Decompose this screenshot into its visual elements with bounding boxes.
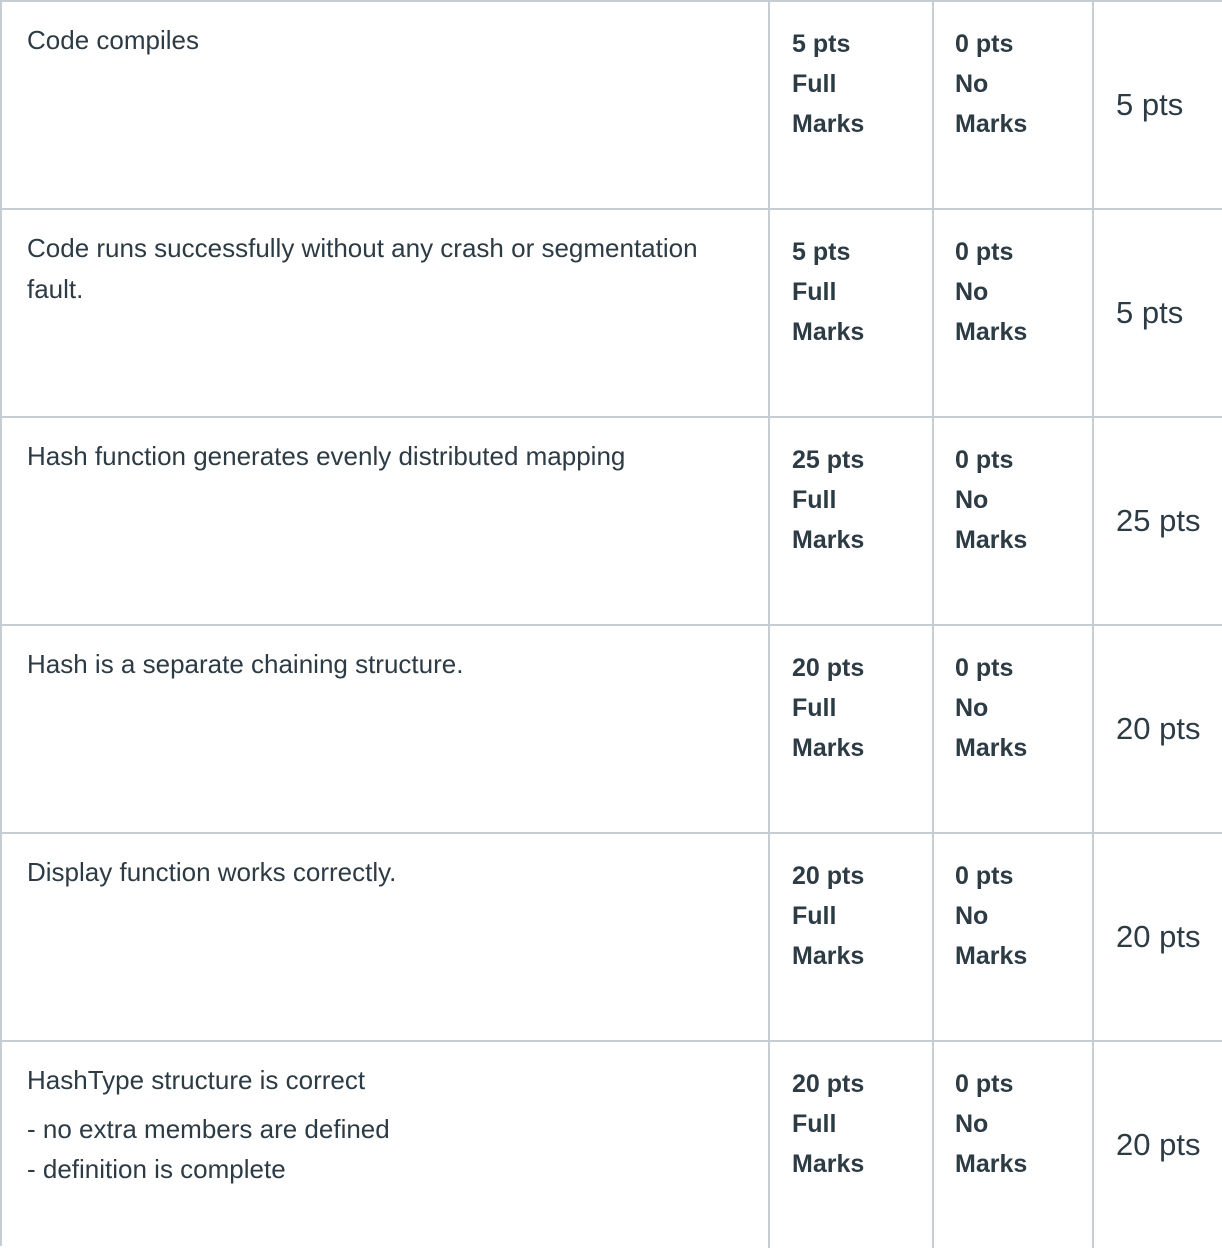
rating-points: 0 pts: [955, 30, 1014, 58]
rating-points: 5 pts: [792, 30, 851, 58]
rating-full-marks[interactable]: [770, 1042, 934, 1248]
criterion-points: 5 pts: [1116, 295, 1184, 330]
rubric-row: [2, 834, 1222, 1042]
rating-no-marks[interactable]: [934, 834, 1094, 1040]
criterion-points: 5 pts: [1116, 87, 1184, 122]
rating-label: Marks: [955, 318, 1028, 346]
rating-label: Marks: [955, 734, 1028, 762]
criterion-description: Code compiles: [27, 25, 199, 55]
rating-label: Full: [792, 278, 837, 306]
rating-label: No: [955, 1110, 989, 1138]
rating-label: No: [955, 486, 989, 514]
rating-no-marks[interactable]: [934, 626, 1094, 832]
rating-points: 0 pts: [955, 1070, 1014, 1098]
rubric-row: [2, 1042, 1222, 1248]
long-description-line: - definition is complete: [27, 1154, 286, 1184]
rating-label: Marks: [792, 318, 865, 346]
criterion-cell: [2, 418, 770, 624]
rating-points: 0 pts: [955, 446, 1014, 474]
rating-points: 20 pts: [792, 1070, 865, 1098]
rating-points: 25 pts: [792, 446, 865, 474]
criterion-cell: [2, 210, 770, 416]
rating-label: No: [955, 694, 989, 722]
rating-label: No: [955, 902, 989, 930]
rating-label: Marks: [955, 942, 1028, 970]
rating-full-marks[interactable]: [770, 834, 934, 1040]
rating-label: Marks: [792, 1150, 865, 1178]
rating-full-marks[interactable]: [770, 210, 934, 416]
criterion-long-description: [27, 1109, 748, 1189]
rating-points: 0 pts: [955, 654, 1014, 682]
criterion-description: HashType structure is correct: [27, 1065, 366, 1095]
rating-points: 0 pts: [955, 862, 1014, 890]
rubric-row: [2, 626, 1222, 834]
criterion-points: 20 pts: [1116, 1127, 1201, 1162]
rating-no-marks[interactable]: [934, 418, 1094, 624]
rubric-row: [2, 2, 1222, 210]
rating-no-marks[interactable]: [934, 1042, 1094, 1248]
rating-no-marks[interactable]: [934, 210, 1094, 416]
criterion-description: Code runs successfully without any crash or segmentation: [27, 233, 698, 263]
criterion-cell: [2, 2, 770, 208]
criterion-points: 20 pts: [1116, 711, 1201, 746]
rating-label: Marks: [955, 110, 1028, 138]
rating-points: 20 pts: [792, 654, 865, 682]
rating-no-marks[interactable]: [934, 2, 1094, 208]
criterion-points: 20 pts: [1116, 919, 1201, 954]
criterion-description: Display function works correctly.: [27, 857, 397, 887]
rating-label: Full: [792, 902, 837, 930]
criterion-description-cont: fault.: [27, 274, 84, 304]
long-description-line: - no extra members are defined: [27, 1114, 390, 1144]
criterion-points: 25 pts: [1116, 503, 1201, 538]
rating-label: No: [955, 278, 989, 306]
rating-full-marks[interactable]: [770, 626, 934, 832]
rating-label: Marks: [792, 526, 865, 554]
rating-points: 0 pts: [955, 238, 1014, 266]
rating-points: 5 pts: [792, 238, 851, 266]
rating-label: Marks: [792, 734, 865, 762]
criterion-cell: [2, 834, 770, 1040]
rating-label: Marks: [792, 942, 865, 970]
rating-label: Full: [792, 694, 837, 722]
rubric-row: [2, 210, 1222, 418]
rating-label: No: [955, 70, 989, 98]
rating-label: Full: [792, 486, 837, 514]
rating-points: 20 pts: [792, 862, 865, 890]
criterion-description: Hash is a separate chaining structure.: [27, 649, 464, 679]
rating-label: Marks: [792, 110, 865, 138]
rating-full-marks[interactable]: [770, 2, 934, 208]
rubric-row: [2, 418, 1222, 626]
rating-label: Marks: [955, 1150, 1028, 1178]
criterion-cell: [2, 1042, 770, 1248]
criterion-description: Hash function generates evenly distributed mapping: [27, 441, 626, 471]
criterion-cell: [2, 626, 770, 832]
rating-label: Marks: [955, 526, 1028, 554]
rating-label: Full: [792, 70, 837, 98]
rating-full-marks[interactable]: [770, 418, 934, 624]
rating-label: Full: [792, 1110, 837, 1138]
